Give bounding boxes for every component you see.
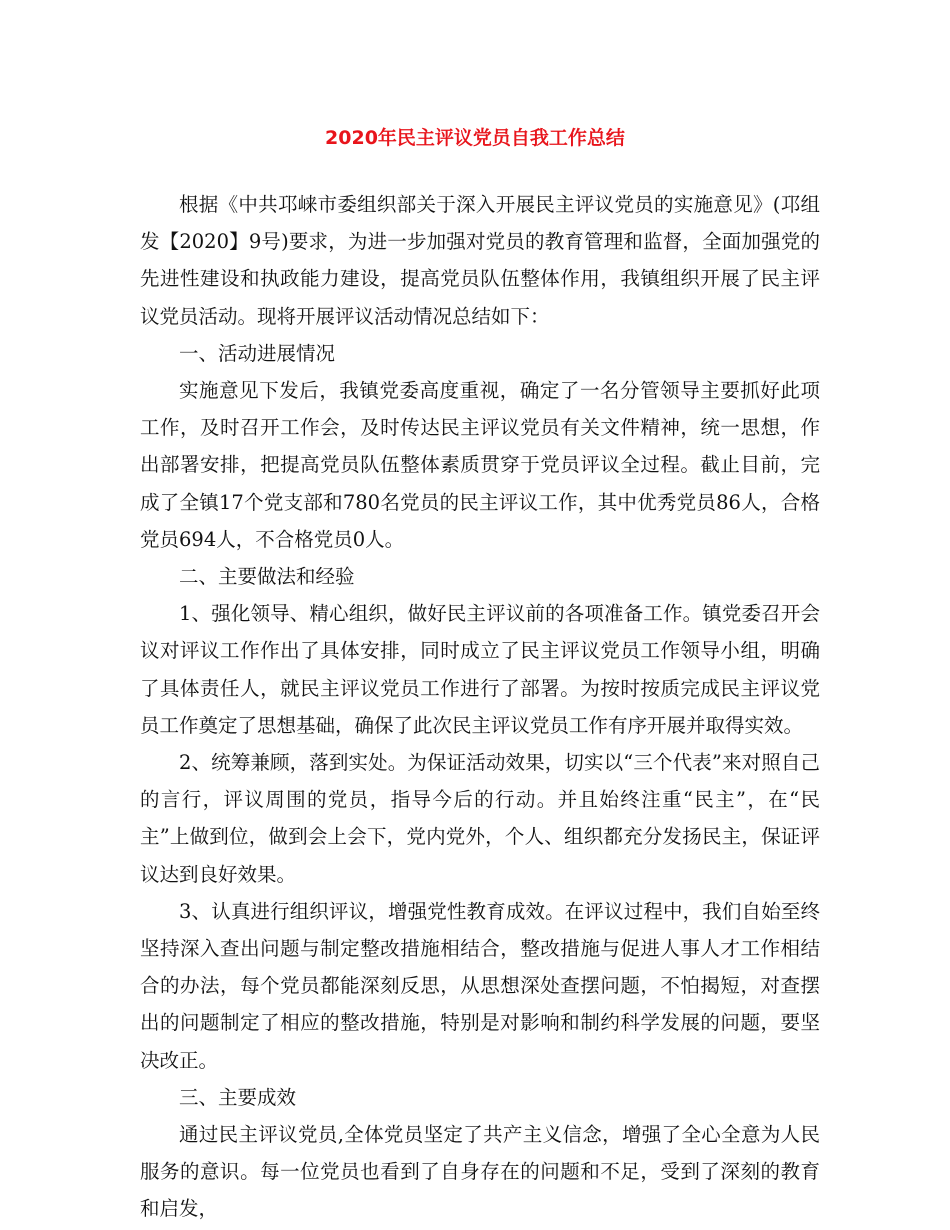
section-heading-progress: 一、活动进展情况 (179, 341, 336, 365)
paragraph-method-3: 3、认真进行组织评议，增强党性教育成效。在评议过程中，我们自始至终坚持深入查出问题与制定整改措施相结合，整改措施与促进人事人才工作相结合的办法，每个党员都能深刻反思，从思想深处查摆问题，不怕揭短，对查摆出的问题制定了相应的整改措施，特别是对影响和制约科学发展的问题，要坚决改正。 (140, 899, 820, 1072)
section-heading-results: 三、主要成效 (179, 1085, 297, 1109)
paragraph-method-1: 1、强化领导、精心组织，做好民主评议前的各项准备工作。镇党委召开会议对评议工作作出了具体安排，同时成立了民主评议党员工作领导小组，明确了具体责任人，就民主评议党员工作进行了部署。为按时按质完成民主评议党员工作奠定了思想基础，确保了此次民主评议党员工作有序开展并取得实效。 (140, 602, 820, 737)
paragraph-intro: 根据《中共邛崃市委组织部关于深入开展民主评议党员的实施意见》(邛组发【2020】9号)要求，为进一步加强对党员的教育管理和监督，全面加强党的先进性建设和执政能力建设，提高党员队伍整体作用，我镇组织开展了民主评议党员活动。现将开展评议活动情况总结如下： (140, 193, 820, 328)
section-heading-methods: 二、主要做法和经验 (179, 565, 355, 589)
paragraph-progress: 实施意见下发后，我镇党委高度重视，确定了一名分管领导主要抓好此项工作，及时召开工作会，及时传达民主评议党员有关文件精神，统一思想，作出部署安排，把提高党员队伍整体素质贯穿于党员评议全过程。截止目前，完成了全镇17个党支部和780名党员的民主评议工作，其中优秀党员86人，合格党员694人，不合格党员0人。 (140, 379, 820, 551)
paragraph-method-2: 2、统筹兼顾，落到实处。为保证活动效果，切实以“三个代表”来对照自己的言行，评议周围的党员，指导今后的行动。并且始终注重“民主”，在“民主”上做到位，做到会上会下，党内党外，个人、组织都充分发扬民主，保证评议达到良好效果。 (140, 751, 820, 886)
paragraph-results: 通过民主评议党员,全体党员坚定了共产主义信念，增强了全心全意为人民服务的意识。每一位党员也看到了自身存在的问题和不足，受到了深刻的教育和启发， (140, 1123, 820, 1221)
document-title: 2020年民主评议党员自我工作总结 (325, 127, 625, 149)
document-body (140, 186, 820, 1228)
